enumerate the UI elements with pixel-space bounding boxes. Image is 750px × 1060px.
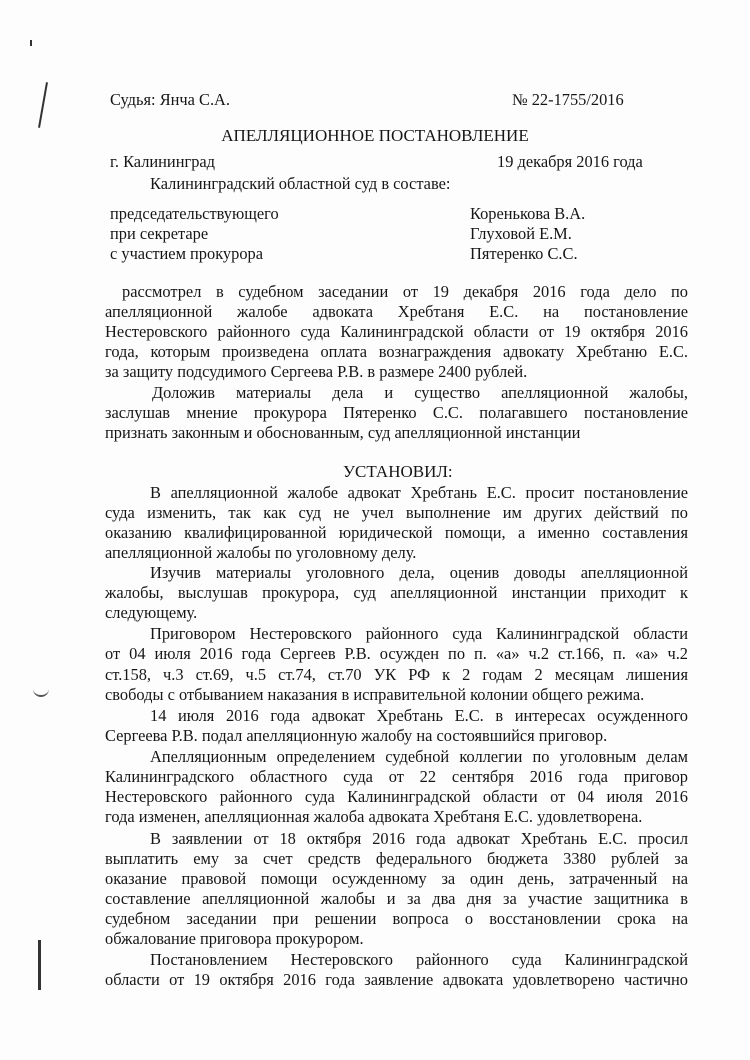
composition-name: Пятеренко С.С. bbox=[470, 244, 578, 263]
body-line: 14 июля 2016 года адвокат Хребтань Е.С. в интересах осужденного bbox=[150, 706, 688, 725]
body-line: Постановлением Нестеровского районного суда Калининградской bbox=[150, 950, 688, 969]
body-line: Калининградского областного суда от 22 сентября 2016 года приговор bbox=[105, 767, 688, 786]
body-line: В заявлении от 18 октября 2016 года адвокат Хребтань Е.С. просил bbox=[150, 829, 688, 848]
margin-bar-mark bbox=[38, 940, 41, 990]
composition-name: Глуховой Е.М. bbox=[470, 224, 572, 243]
body-line: заслушав мнение прокурора Пятеренко С.С. полагавшего постановление bbox=[105, 403, 688, 422]
body-line: года, которым произведена оплата вознаграждения адвокату Хребтаню Е.С. bbox=[105, 342, 688, 361]
body-line: за защиту подсудимого Сергеева Р.В. в размере 2400 рублей. bbox=[105, 362, 528, 381]
body-line: от 04 июля 2016 года Сергеев Р.В. осужден по п. «а» ч.2 ст.166, п. «а» ч.2 bbox=[105, 644, 688, 663]
body-line: следующему. bbox=[105, 603, 198, 622]
body-line: свободы с отбыванием наказания в исправительной колонии общего режима. bbox=[105, 685, 645, 704]
body-line: года изменен, апелляционная жалоба адвоката Хребтаня Е.С. удовлетворена. bbox=[105, 807, 643, 826]
document-title: АПЕЛЛЯЦИОННОЕ ПОСТАНОВЛЕНИЕ bbox=[221, 126, 529, 145]
body-line: Нестеровского районного суда Калининградской области от 04 июля 2016 bbox=[105, 787, 688, 806]
body-line: В апелляционной жалобе адвокат Хребтань Е.С. просит постановление bbox=[150, 483, 688, 502]
body-line: Доложив материалы дела и существо апелляционной жалобы, bbox=[152, 383, 688, 402]
body-line: жалобы, выслушав прокурора, суд апелляционной инстанции приходит к bbox=[105, 583, 688, 602]
body-line: суда изменить, так как суд не учел выполнение им других действий по bbox=[105, 503, 688, 522]
body-line: апелляционной жалобе адвоката Хребтаня Е.С. на постановление bbox=[105, 302, 688, 321]
judge-label: Судья: Янча С.А. bbox=[110, 90, 230, 109]
body-line: оказанию квалифицированной юридической помощи, а именно составления bbox=[105, 523, 688, 542]
body-line: Приговором Нестеровского районного суда Калининградской области bbox=[150, 624, 688, 643]
body-line: составление апелляционной жалобы и за два дня за участие защитника в bbox=[105, 889, 688, 908]
body-line: оказание правовой помощи осужденному за один день, затраченный на bbox=[105, 869, 688, 888]
body-line: Сергеева Р.В. подал апелляционную жалобу на состоявшийся приговор. bbox=[105, 726, 608, 745]
margin-pen-mark bbox=[38, 82, 48, 128]
body-line: Нестеровского районного суда Калининградской области от 19 октября 2016 bbox=[105, 322, 688, 341]
city: г. Калининград bbox=[110, 152, 216, 171]
body-line: ст.158, ч.3 ст.69, ч.5 ст.74, ст.70 УК РФ к 2 годам 2 месяцам лишения bbox=[105, 665, 688, 684]
body-line: Апелляционным определением судебной коллегии по уголовным делам bbox=[150, 747, 688, 766]
court-composition: Калининградский областной суд в составе: bbox=[150, 174, 451, 193]
margin-arc-mark bbox=[33, 685, 49, 697]
section-heading: УСТАНОВИЛ: bbox=[343, 462, 453, 481]
composition-role: председательствующего bbox=[110, 204, 279, 223]
body-line: апелляционной жалобы по уголовному делу. bbox=[105, 543, 417, 562]
body-line: Изучив материалы уголовного дела, оценив доводы апелляционной bbox=[150, 563, 688, 582]
body-line: выплатить ему за счет средств федерального бюджета 3380 рублей за bbox=[105, 849, 688, 868]
composition-role: с участием прокурора bbox=[110, 244, 263, 263]
body-line: судебном заседании при решении вопроса о восстановлении срока на bbox=[105, 909, 688, 928]
date: 19 декабря 2016 года bbox=[497, 152, 643, 171]
margin-dot-mark bbox=[30, 40, 32, 46]
body-line: признать законным и обоснованным, суд апелляционной инстанции bbox=[105, 423, 581, 442]
composition-role: при секретаре bbox=[110, 224, 209, 243]
case-number: № 22-1755/2016 bbox=[512, 90, 624, 109]
body-line: области от 19 октября 2016 года заявление адвоката удовлетворено частично bbox=[105, 970, 688, 989]
composition-name: Коренькова В.А. bbox=[470, 204, 586, 223]
body-line: рассмотрел в судебном заседании от 19 декабря 2016 года дело по bbox=[122, 282, 688, 301]
body-line: обжалование приговора прокурором. bbox=[105, 929, 364, 948]
